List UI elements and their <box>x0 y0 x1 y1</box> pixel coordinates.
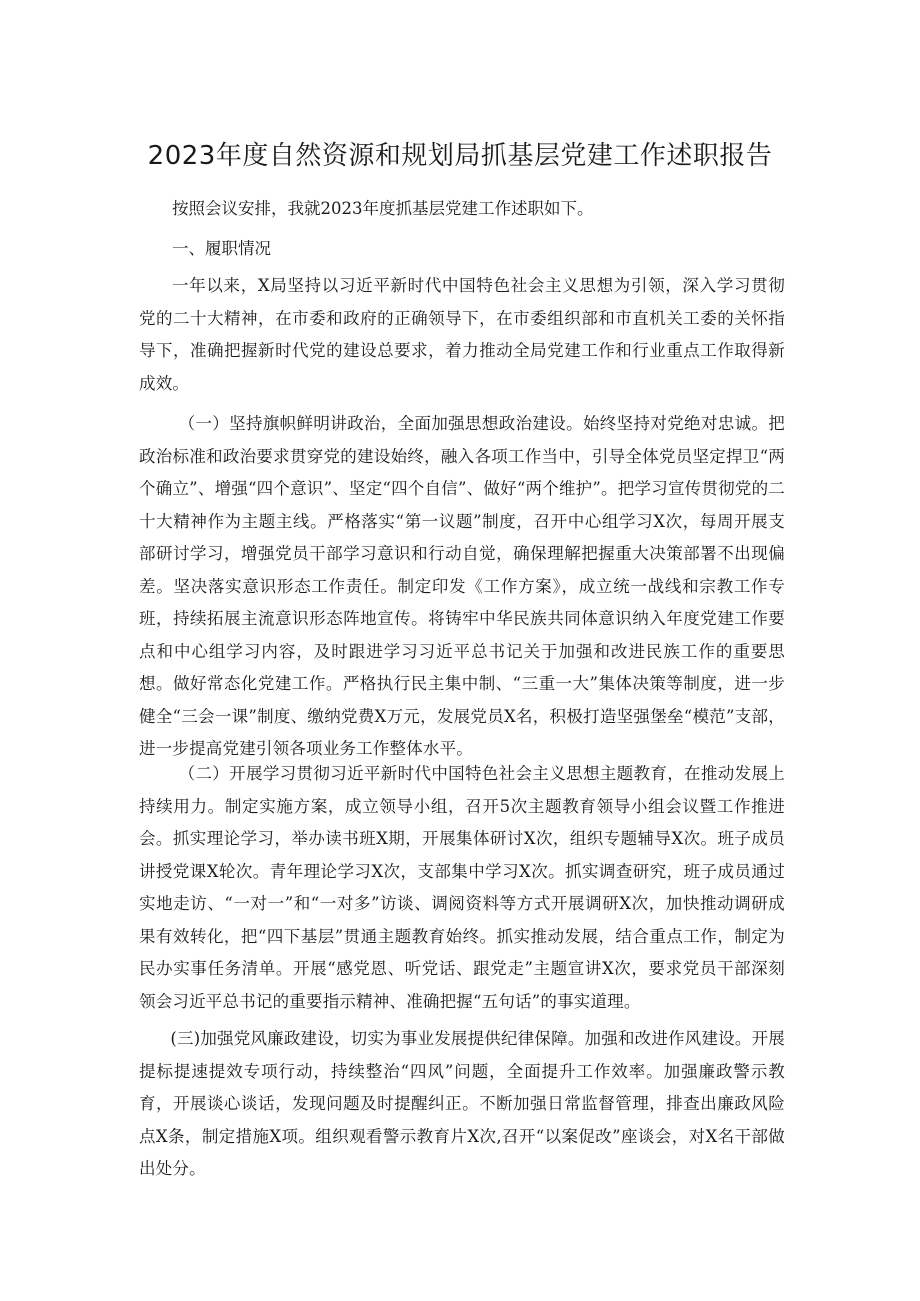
section-heading-performance: 一、履职情况 <box>172 239 271 258</box>
paragraph-clean-governance: (三)加强党风廉政建设，切实为事业发展提供纪律保障。加强和改进作风建设。开展提标提速提效专项行动，持续整治“四风”问题，全面提升工作效率。加强廉政警示教育，开展谈心谈话，发现问题及时提醒纠正。不断加强日常监督管理，排查出廉政风险点X条，制定措施X项。组织观看警示教育片X次,召开“以案促改”座谈会，对X名干部做出处分。 <box>139 1029 785 1178</box>
paragraph-political-building: （一）坚持旗帜鲜明讲政治，全面加强思想政治建设。始终坚持对党绝对忠诚。把政治标准和政治要求贯穿党的建设始终，融入各项工作当中，引导全体党员坚定捍卫“两个确立”、增强“四个意识”、坚定“四个自信”、做好“两个维护”。把学习宣传贯彻党的二十大精神作为主题主线。严格落实“第一议题”制度，召开中心组学习X次，每周开展支部研讨学习，增强党员干部学习意识和行动自觉，确保理解把握重大决策部署不出现偏差。坚决落实意识形态工作责任。制定印发《工作方案》，成立统一战线和宗教工作专班，持续拓展主流意识形态阵地宣传。将铸牢中华民族共同体意识纳入年度党建工作要点和中心组学习内容，及时跟进学习习近平总书记关于加强和改进民族工作的重要思想。做好常态化党建工作。严格执行民主集中制、“三重一大”集体决策等制度，进一步健全“三会一课”制度、缴纳党费X万元，发展党员X名，积极打造坚强堡垒“模范”支部，进一步提高党建引领各项业务工作整体水平。 <box>139 414 785 758</box>
paragraph-theme-education: （二）开展学习贯彻习近平新时代中国特色社会主义思想主题教育，在推动发展上持续用力。制定实施方案，成立领导小组，召开5次主题教育领导小组会议暨工作推进会。抓实理论学习，举办读书班X期，开展集体研讨X次，组织专题辅导X次。班子成员讲授党课X轮次。青年理论学习X次，支部集中学习X次。抓实调查研究，班子成员通过实地走访、“一对一”和“一对多”访谈、调阅资料等方式开展调研X次，加快推动调研成果有效转化，把“四下基层”贯通主题教育始终。抓实推动发展，结合重点工作，制定为民办实事任务清单。开展“感党恩、听党话、跟党走”主题宣讲X次，要求党员干部深刻领会习近平总书记的重要指示精神、准确把握“五句话”的事实道理。 <box>139 764 785 1011</box>
document-title: 2023年度自然资源和规划局抓基层党建工作述职报告 <box>147 141 773 171</box>
overview-paragraph: 一年以来，X局坚持以习近平新时代中国特色社会主义思想为引领，深入学习贯彻党的二十大精神，在市委和政府的正确领导下，在市委组织部和市直机关工委的关怀指导下，准确把握新时代党的建设总要求，着力推动全局党建工作和行业重点工作取得新成效。 <box>139 276 785 393</box>
intro-paragraph: 按照会议安排，我就2023年度抓基层党建工作述职如下。 <box>172 199 594 218</box>
